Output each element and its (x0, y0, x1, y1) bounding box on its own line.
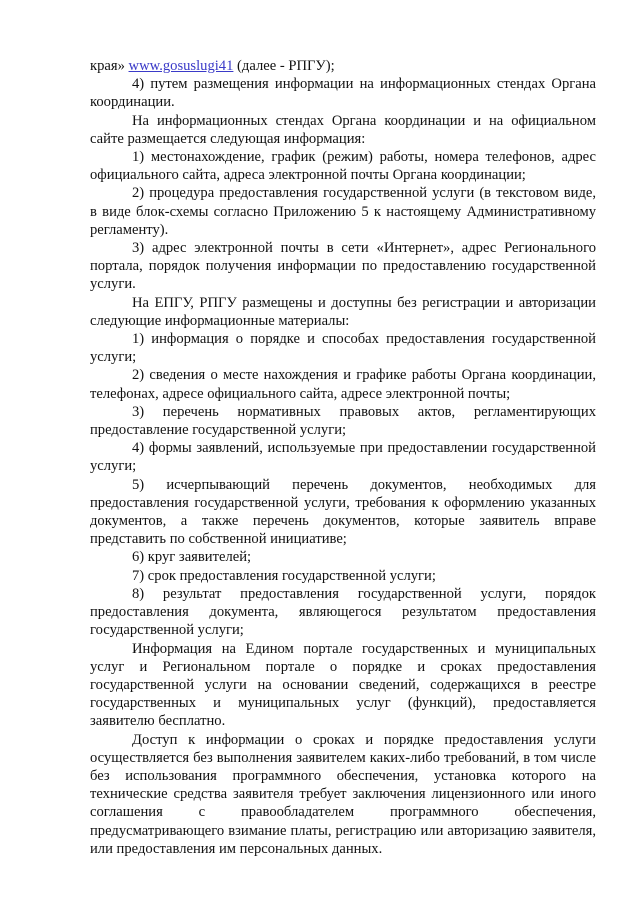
paragraph: 8) результат предоставления государственной услуги, порядок предоставления документа, являющегося результатом предоставления государственной услуги; (90, 585, 596, 639)
gosuslugi-link[interactable]: www.gosuslugi41 (128, 58, 234, 74)
paragraph: 2) процедура предоставления государственной услуги (в текстовом виде, в виде блок-схемы согласно Приложению 5 к настоящему Административному регламенту). (90, 185, 596, 238)
paragraph: Доступ к информации о сроках и порядке предоставления услуги осуществляется без выполнения заявителем каких-либо требований, в том числе без использования программного обеспечения, установка которого на технические средства заявителя требует заключения лицензионного или иного соглашения с правообладателем программного обеспечения, предусматривающего взимание платы, регистрацию или авторизацию заявителя, или предоставления им персональных данных. (90, 731, 596, 857)
paragraph: 4) формы заявлений, используемые при предоставлении государственной услуги; (90, 440, 596, 475)
paragraph: 3) адрес электронной почты в сети «Интернет», адрес Регионального портала, порядок получения информации по предоставлению государственной услуги. (90, 240, 596, 293)
paragraph: На информационных стендах Органа координации и на официальном сайте размещается следующая информация: (90, 112, 596, 147)
paragraph: 6) круг заявителей; (132, 549, 252, 566)
document-page (90, 57, 596, 858)
paragraph: 2) сведения о месте нахождения и графике работы Органа координации, телефонах, адресе официального сайта, адресе электронной почты; (90, 367, 596, 402)
paragraph: На ЕПГУ, РПГУ размещены и доступны без регистрации и авторизации следующие информационные материалы: (90, 294, 596, 329)
paragraph: Информация на Едином портале государственных и муниципальных услуг и Региональном портале о порядке и сроках предоставления государственной услуги на основании сведений, содержащихся в реестре государственных и муниципальных услуг (функций), предоставляется заявителю бесплатно. (90, 640, 596, 730)
text-fragment: (далее - РПГУ); (233, 58, 335, 74)
paragraph: 1) информация о порядке и способах предоставления государственной услуги; (90, 331, 596, 366)
paragraph: 5) исчерпывающий перечень документов, необходимых для предоставления государственной услуги, требования к оформлению указанных документов, а также перечень документов, которые заявитель вправе представить по собственной инициативе; (90, 476, 596, 548)
text-fragment: края» (90, 58, 129, 74)
paragraph: 1) местонахождение, график (режим) работы, номера телефонов, адрес официального сайта, адреса электронной почты Органа координации; (90, 149, 596, 184)
paragraph: 3) перечень нормативных правовых актов, регламентирующих предоставление государственной услуги; (90, 403, 596, 439)
paragraph: 7) срок предоставления государственной услуги; (132, 567, 436, 584)
paragraph-continuation (90, 57, 596, 75)
paragraph: 4) путем размещения информации на информационных стендах Органа координации. (90, 76, 596, 111)
